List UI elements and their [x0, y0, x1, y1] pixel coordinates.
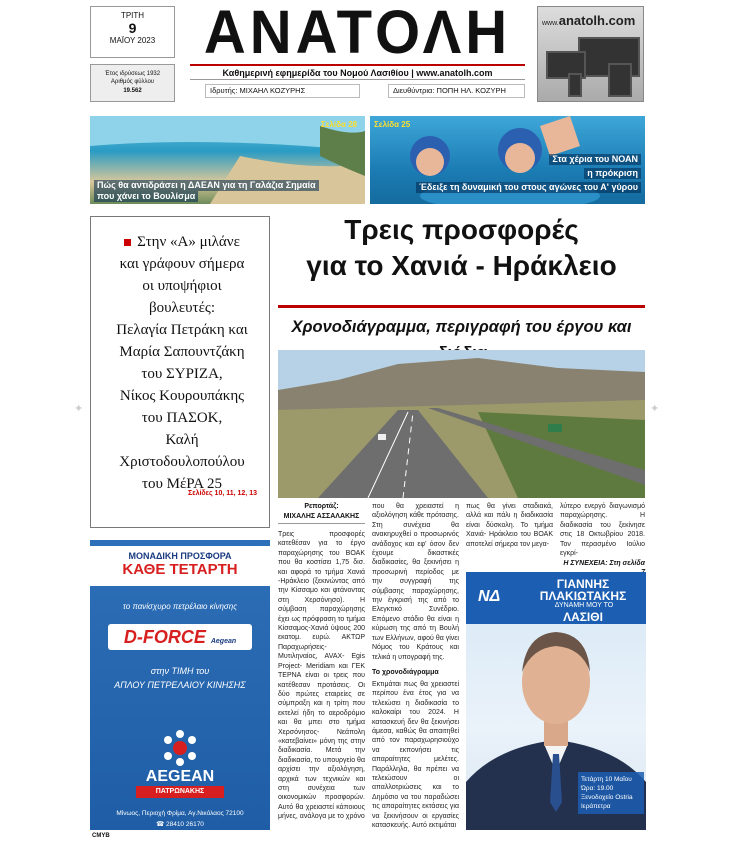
candidates-box[interactable]	[90, 216, 270, 528]
headline-line-1: Τρεις προσφορές	[344, 214, 579, 245]
candidate-name: ΓΙΑΝΝΗΣ ΠΛΑΚΙΩΤΑΚΗΣ	[539, 577, 627, 603]
reporter-credit	[278, 502, 365, 524]
tablet-icon	[608, 63, 632, 97]
promo-line-5: ΑΠΛΟΥ ΠΕΤΡΕΛΑΙΟΥ ΚΙΝΗΣΗΣ	[114, 680, 246, 690]
date-day: 9	[128, 20, 137, 36]
teaser-waterpolo[interactable]	[370, 116, 645, 204]
candidates-line: Χριστοδουλοπούλου	[119, 454, 245, 470]
teaser-page-1: Σελίδα 28	[320, 120, 357, 129]
highway-photo	[278, 350, 645, 498]
teaser-caption-1b: που χάνει το Βουλίσμα	[94, 191, 198, 202]
schedule-subtitle: Το χρονοδιάγραμμα	[372, 669, 439, 676]
issue-info	[90, 64, 175, 102]
main-subhead: Χρονοδιάγραμμα, περιγραφή του έργου και	[291, 318, 632, 336]
candidates-line: βουλευτές:	[149, 300, 215, 316]
teaser-caption-2b: η πρόκριση	[584, 168, 641, 179]
website-ad[interactable]	[537, 6, 644, 102]
phone-icon	[568, 73, 582, 97]
candidate-ad[interactable]	[466, 572, 646, 830]
promo-line-4: στην ΤΙΜΗ του	[150, 666, 210, 676]
fuel-promo-ad[interactable]	[90, 540, 270, 830]
article-column-4: λύτερο ενεργό διαγωνισμό παραχώρησης. Η διαδικασία του ξεκίνησε στις 18 Οκτωβρίου 2018. Τον περασμένο Ιούλιο εγκρί-	[560, 503, 645, 558]
print-marks: CMYB	[92, 833, 110, 839]
event-town: Ιεράπετρα	[581, 803, 611, 810]
reporter-label: Ρεπορτάζ:	[304, 503, 339, 510]
headline-line-2: για το Χανιά - Ηράκλειο	[306, 250, 617, 281]
candidates-line: οι υποψήφιοι	[142, 278, 222, 294]
teaser-page-2: Σελίδα 25	[374, 120, 411, 129]
promo-line-3: το πανίσχυρο πετρέλαιο κίνησης	[122, 602, 238, 611]
divider	[278, 305, 645, 308]
candidate-slogan: ΔΥΝΑΜΗ ΜΟΥ ΤΟ	[554, 602, 614, 609]
date-box	[90, 6, 175, 58]
article-column-5: Εκτιμάται πως θα χρειαστεί περίπου ένα έτος για να τελειώσει η διαδικασία το καλοκαίρι του 2024. Η κατασκευή δεν θα ξεκινήσει άμεσα, καθώς θα απαιτηθεί από τον παραχωρησιούχο να εκπονήσει τις απαραίτητες μελέτες. Παράλληλα, θα πρέπει να τελειώσουν οι απαλλοτριώσεις και το Δημόσιο να του παραδώσει τις απαραίτητες εκτάσεις για να ξεκινήσουν οι εργασίες κατασκευής. Αυτό εκτιμάται	[372, 681, 459, 830]
promo-address: Μίνωος, Περιοχή Φρίμα, Αγ.Νικόλαος 72100	[116, 810, 244, 817]
registration-mark-icon: ✦	[74, 403, 84, 415]
candidates-line: Στην «Α» μιλάνε	[105, 231, 259, 253]
candidates-line: Καλή	[165, 432, 199, 448]
candidates-line: του ΠΑΣΟΚ,	[141, 410, 223, 426]
event-venue: Ξενοδοχείο Ostria	[581, 794, 633, 801]
teaser-beach[interactable]	[90, 116, 365, 204]
date-weekday: ΤΡΙΤΗ	[120, 11, 145, 20]
aegean-name: AEGEAN	[145, 768, 215, 785]
promo-line-2: ΚΑΘΕ ΤΕΤΑΡΤΗ	[122, 561, 238, 578]
promo-phone: ☎ 28410 26170	[156, 821, 204, 828]
article-column-1: Τρεις προσφορές κατεθέσαν για το έργο παραχώρησης του ΒΟΑΚ που θα κοστίσει 1,75 δισ. και αφορά το τμήμα Χανιά -Ηράκλειο (ξεκινώντας από την Κίσσαμο και φτάνοντας στη Χερσόνησο). Η σύμβαση παραχώρησης έχει ως πρόφραση το τμήμα Κίσσαμος-Χανιά ύψους 200 εκατομ. ευρώ. ΑΚΤΩΡ Παραχωρήσεις-Μυτιληναίος, AVAX- Egis Project- Meridiam και ΓΕΚ ΤΕΡΝΑ είναι οι τρεις που κατέθεσαν προτάσεις. Οι δύο πρώτες εταιρείες σε σύμπραξη και η τρίτη που εκτελεί ήδη το αεροδρόμιο και θα μπει στο τμήμα Χερσόνησος- Νεάπολη «κατεβαίνει» μόνη της στην διαδικασία. Μετά την διαδικασία, το υπουργείο θα αρχίσει την αξιολόγηση, αρχικά των τεχνικών και στη συνέχεια των οικονομικών προσφορών. Αυτό θα χρειαστεί κάποιους μήνες, ανάλογα με το χρόνο	[278, 531, 365, 821]
date-month-year: ΜΑΪΟΥ 2023	[109, 36, 156, 45]
founded-year: Έτος ιδρύσεως 1932	[104, 71, 161, 77]
candidate-ad-band	[466, 572, 646, 624]
dforce-logo: D-FORCE Aegean	[108, 624, 252, 650]
teaser-caption-1a: Πώς θα αντιδράσει η ΔΑΕΑΝ για τη Γαλάζια Σημαία	[94, 180, 319, 191]
director: Διευθύντρια: ΠΟΠΗ ΗΛ. ΚΟΖΥΡΗ	[388, 84, 525, 98]
founder: Ιδρυτής: ΜΙΧΑΗΛ ΚΟΖΥΡΗΣ	[205, 84, 360, 98]
candidates-line: και γράφουν σήμερα	[119, 256, 245, 272]
aegean-logo	[130, 728, 230, 800]
candidates-line: Πελαγία Πετράκη και	[116, 322, 248, 338]
aegean-dots-icon	[130, 728, 230, 768]
continue-link[interactable]: Η ΣΥΝΕΧΕΙΑ: Στη σελίδα	[563, 560, 645, 567]
candidate-region: ΛΑΣΙΘΙ	[563, 610, 603, 624]
sheet-number: 19.562	[123, 87, 142, 94]
candidates-pages: Σελίδες 10, 11, 12, 13	[188, 490, 257, 497]
sheet-label: Αριθμός φύλλου	[110, 79, 155, 86]
article-column-3: πως θα γίνει σταδιακά, αλλά και πάλι η διαδικασία είναι δύσκολη. Το τμήμα Χανιά- Ηράκλειο του ΒΟΑΚ αποτελεί σήμερα τον μεγα-	[466, 503, 553, 548]
event-day: Τετάρτη 10 Μαΐου	[581, 776, 632, 783]
bullet-square-icon	[124, 239, 131, 246]
promo-line-1: ΜΟΝΑΔΙΚΗ ΠΡΟΣΦΟΡΑ	[128, 551, 232, 561]
event-time: Ώρα: 19.00	[581, 785, 614, 792]
party-logo: ΝΔ	[478, 588, 501, 605]
candidates-line: του ΜέΡΑ 25	[141, 476, 223, 492]
website-ad-url: www.anatolh.com	[542, 13, 636, 28]
reporter-name: ΜΙΧΑΛΗΣ ΑΣΣΑΛΑΚΗΣ	[283, 513, 360, 520]
candidates-line: Νίκος Κουρουπάκης	[119, 388, 245, 404]
event-info	[578, 772, 644, 814]
main-headline[interactable]	[278, 212, 645, 304]
masthead	[185, 0, 530, 67]
teaser-caption-2a: Στα χέρια του ΝΟΑΝ	[549, 154, 641, 165]
newspaper-title: ΑΝΑΤΟΛΗ	[203, 0, 512, 67]
candidates-line: του ΣΥΡΙΖΑ,	[141, 366, 223, 382]
registration-mark-icon: ✦	[650, 403, 660, 415]
promo-band	[90, 546, 270, 586]
candidates-line: Μαρία Σαπουντζάκη	[119, 344, 245, 360]
article-column-2: που θα χρειαστεί η αξιολόγηση κάθε πρότασης. Στη συνέχεια θα ανακηρυχθεί ο προσωρινός ανάδοχος και εφ' όσον δεν έχουμε δικαστικές διαδικασίες, θα ξεκινήσει η προσωρινή περίοδος με την συγγραφή της σύμβασης παραχώρησης, την έγκρισή της από το Ελεγκτικό Συνέδριο. Επόμενο στάδιο θα είναι η κύρωση της από τη Βουλή των Ελλήνων, αφού θα γίνει Νόμος του Κράτους και τελικά η υπογραφή της.	[372, 503, 459, 661]
teaser-caption-2c: Έδειξε τη δυναμική του στους αγώνες του Α' γύρου	[416, 182, 641, 193]
tagline: Καθημερινή εφημερίδα του Νομού Λασιθίου | www.anatolh.com	[190, 64, 525, 80]
highway-image	[278, 350, 645, 498]
dealer-name: ΠΑΤΡΩΝΑΚΗΣ	[136, 786, 224, 798]
